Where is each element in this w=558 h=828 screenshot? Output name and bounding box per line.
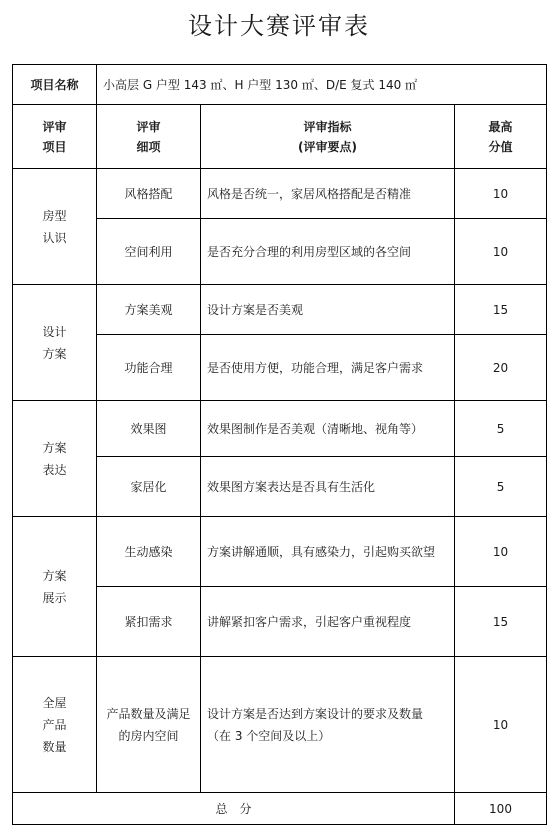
page-title: 设计大赛评审表: [188, 12, 370, 40]
criteria-line: 设计方案是否达到方案设计的要求及数量: [207, 706, 424, 721]
score-cell: 10: [455, 169, 547, 219]
score-cell: 5: [455, 401, 547, 457]
header-item: [13, 105, 97, 169]
group-cell: [13, 401, 97, 517]
header-item-line2: 项目: [42, 139, 67, 154]
criteria-cell: 设计方案是否美观: [201, 285, 455, 335]
header-detail-line2: 细项: [136, 139, 161, 154]
group-label-line: 方案: [42, 440, 67, 455]
project-row: [13, 65, 547, 105]
table-row: [13, 657, 547, 793]
group-label-line: 方案: [42, 346, 67, 361]
detail-cell: 生动感染: [97, 517, 201, 587]
header-max-score: [455, 105, 547, 169]
score-cell: 10: [455, 517, 547, 587]
group-label-line: 产品: [42, 717, 67, 732]
header-row: [13, 105, 547, 169]
header-criteria: [201, 105, 455, 169]
detail-line: 的房内空间: [118, 728, 179, 743]
total-label: 总 分: [13, 793, 455, 825]
project-label: 项目名称: [13, 65, 97, 105]
group-label-line: 数量: [42, 739, 67, 754]
score-cell: 5: [455, 457, 547, 517]
criteria-cell: 风格是否统一，家居风格搭配是否精准: [201, 169, 455, 219]
criteria-cell: 讲解紧扣客户需求，引起客户重视程度: [201, 587, 455, 657]
detail-cell: 效果图: [97, 401, 201, 457]
table-row: [13, 169, 547, 219]
group-label-line: 表达: [42, 462, 67, 477]
detail-cell: [97, 657, 201, 793]
group-cell: [13, 657, 97, 793]
detail-cell: 家居化: [97, 457, 201, 517]
project-value: 小高层 G 户型 143 ㎡、H 户型 130 ㎡、D/E 复式 140 ㎡: [97, 65, 547, 105]
header-max-line2: 分值: [488, 139, 513, 154]
group-cell: [13, 517, 97, 657]
table-row: [13, 285, 547, 335]
header-max-line1: 最高: [488, 119, 513, 134]
review-table: [12, 64, 547, 825]
criteria-cell: 方案讲解通顺，具有感染力，引起购买欲望: [201, 517, 455, 587]
criteria-cell: 效果图制作是否美观（清晰地、视角等）: [201, 401, 455, 457]
group-label-line: 全屋: [42, 695, 67, 710]
header-criteria-line1: 评审指标: [303, 119, 352, 134]
detail-line: 产品数量及满足: [106, 706, 191, 721]
group-label-line: 设计: [42, 324, 67, 339]
score-cell: 10: [455, 657, 547, 793]
score-cell: 10: [455, 219, 547, 285]
group-label-line: 方案: [42, 568, 67, 583]
score-cell: 15: [455, 587, 547, 657]
group-cell: [13, 169, 97, 285]
group-label-line: 认识: [42, 230, 67, 245]
detail-cell: 紧扣需求: [97, 587, 201, 657]
header-detail: [97, 105, 201, 169]
table-row: [13, 401, 547, 457]
detail-cell: 方案美观: [97, 285, 201, 335]
criteria-line: （在 3 个空间及以上）: [207, 728, 331, 743]
score-cell: 20: [455, 335, 547, 401]
criteria-cell: 效果图方案表达是否具有生活化: [201, 457, 455, 517]
criteria-cell: [201, 657, 455, 793]
table-row: [13, 517, 547, 587]
criteria-cell: 是否使用方便，功能合理，满足客户需求: [201, 335, 455, 401]
group-label-line: 房型: [42, 208, 67, 223]
total-value: 100: [455, 793, 547, 825]
header-item-line1: 评审: [42, 119, 67, 134]
header-criteria-line2: (评审要点): [298, 139, 357, 154]
score-cell: 15: [455, 285, 547, 335]
total-row: [13, 793, 547, 825]
group-cell: [13, 285, 97, 401]
detail-cell: 功能合理: [97, 335, 201, 401]
criteria-cell: 是否充分合理的利用房型区域的各空间: [201, 219, 455, 285]
group-label-line: 展示: [42, 590, 67, 605]
header-detail-line1: 评审: [136, 119, 161, 134]
detail-cell: 空间利用: [97, 219, 201, 285]
detail-cell: 风格搭配: [97, 169, 201, 219]
